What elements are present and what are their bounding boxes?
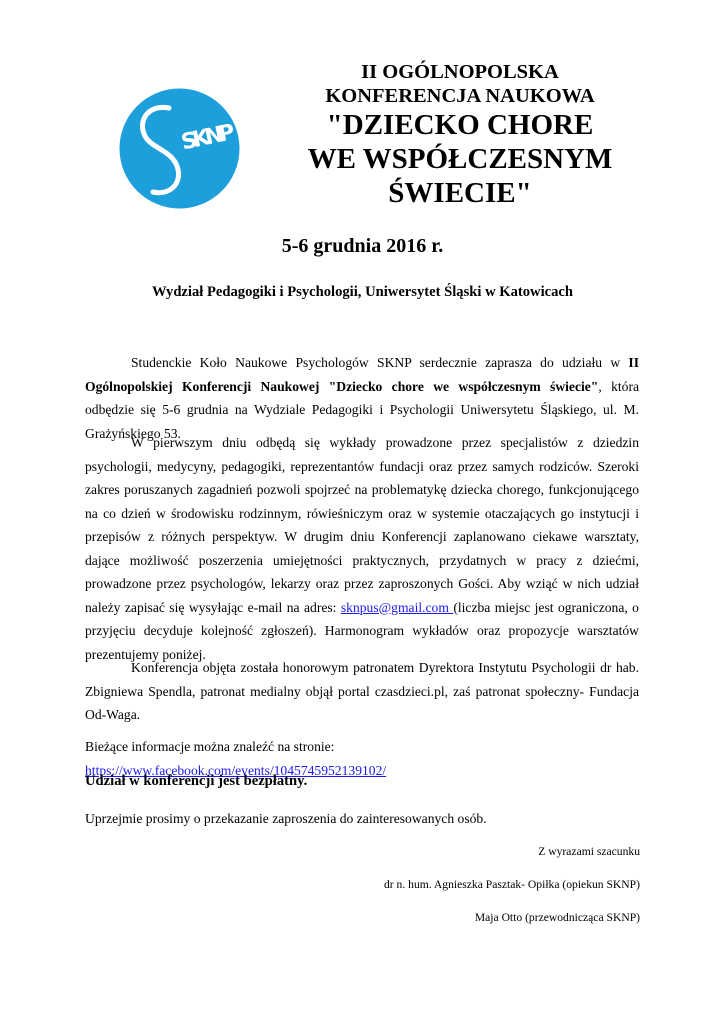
email-link[interactable]: sknpus@gmail.com bbox=[340, 599, 454, 615]
logo-text: SKNP bbox=[179, 119, 238, 156]
forward-request: Uprzejmie prosimy o przekazanie zaproszenia do zainteresowanych osób. bbox=[85, 811, 487, 826]
conference-title bbox=[290, 60, 630, 210]
facebook-event-link[interactable]: https://www.facebook.com/events/1045745952139102/ bbox=[85, 762, 387, 778]
title-line-2: KONFERENCJA NAUKOWA bbox=[325, 85, 595, 107]
title-line-1: II OGÓLNOPOLSKA bbox=[361, 61, 559, 83]
program-paragraph bbox=[85, 431, 639, 666]
closing-greeting: Z wyrazami szacunku bbox=[538, 845, 640, 858]
info-text: Bieżące informacje można znaleźć na stronie: bbox=[85, 739, 335, 754]
title-line-5: ŚWIECIE" bbox=[388, 177, 532, 209]
sknp-logo bbox=[119, 88, 240, 209]
intro-conference-name: II Ogólnopolskiej Konferencji Naukowej "Dziecko chore we współczesnym świecie" bbox=[85, 355, 639, 394]
signature-chair: Maja Otto (przewodnicząca SKNP) bbox=[474, 911, 640, 924]
free-participation-note: Udział w konferencji jest bezpłatny. bbox=[85, 773, 308, 789]
title-line-3: "DZIECKO CHORE bbox=[326, 109, 594, 141]
patronage-paragraph: Konferencja objęta została honorowym patronatem Dyrektora Instytutu Psychologii dr hab. Zbigniewa Spendla, patronat medialny objął portal czasdzieci.pl, zaś patronat społeczny- Fundacja Od-Waga. bbox=[85, 660, 639, 722]
signature-supervisor: dr n. hum. Agnieszka Pasztak- Opiłka (opiekun SKNP) bbox=[384, 878, 640, 891]
title-line-4: WE WSPÓŁCZESNYM bbox=[307, 143, 613, 175]
intro-text-c: , która odbędzie się 5-6 grudnia na Wydziale Pedagogiki i Psychologii Uniwersytetu Śląskiego, ul. M. Grażyńskiego 53. bbox=[85, 378, 640, 441]
program-text-b: (liczba miejsc jest ograniczona, o przyjęciu decyduje kolejność zgłoszeń). Harmonogram wykładów oraz propozycje warsztatów prezentujemy poniżej. bbox=[85, 599, 639, 662]
program-text-a: W pierwszym dniu odbędą się wykłady prowadzone przez specjalistów z dziedzin psychologii, medycyny, pedagogiki, reprezentantów fundacji oraz przez samych rodziców. Szeroki zakres poruszanych zagadnień pozwoli spojrzeć na problematykę dziecka chorego, funkcjonującego na co dzień w środowisku rodzinnym, rówieśniczym oraz w systemie otaczających go instytucji i przepisów z różnych perspektyw. W drugim dniu Konferencji zaplanowano ciekawe warsztaty, dające możliwość poszerzenia umiejętności praktycznych, przydatnych w pracy z dziećmi, prowadzone przez psychologów, lekarzy oraz przez zaproszonych Gości. Aby wziąć w nich udział należy zapisać się wysyłając e-mail na adres: bbox=[85, 435, 639, 615]
conference-venue: Wydział Pedagogiki i Psychologii, Uniwersytet Śląski w Katowicach bbox=[151, 284, 574, 300]
conference-date: 5-6 grudnia 2016 r. bbox=[281, 235, 444, 257]
intro-text-a: Studenckie Koło Naukowe Psychologów SKNP serdecznie zaprasza do udziału w bbox=[131, 355, 629, 370]
